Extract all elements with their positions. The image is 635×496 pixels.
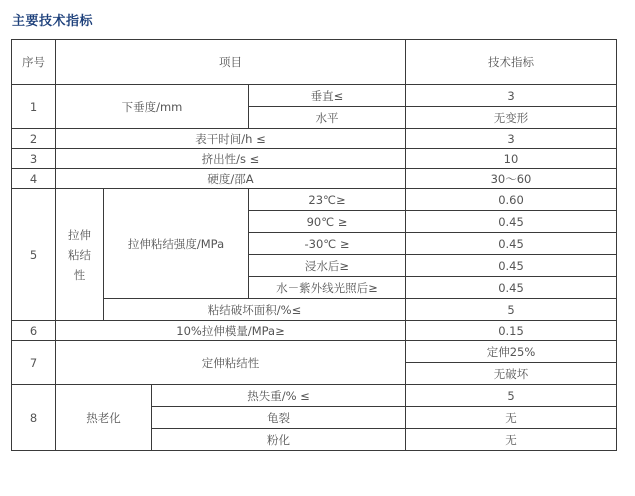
row-no: 5 bbox=[12, 189, 56, 321]
table-row bbox=[12, 321, 617, 341]
table-row bbox=[12, 189, 617, 211]
row-spec: 30～60 bbox=[406, 169, 617, 189]
row-no: 3 bbox=[12, 149, 56, 169]
row-no: 1 bbox=[12, 85, 56, 129]
row-spec: 定伸25% bbox=[406, 341, 617, 363]
row-spec: 0.15 bbox=[406, 321, 617, 341]
row-item: 拉伸粘结性 bbox=[56, 189, 104, 321]
table-row bbox=[12, 341, 617, 363]
row-spec: 5 bbox=[406, 299, 617, 321]
table-row bbox=[12, 385, 617, 407]
row-no: 7 bbox=[12, 341, 56, 385]
row-spec: 3 bbox=[406, 129, 617, 149]
row-spec: 3 bbox=[406, 85, 617, 107]
row-spec: 无 bbox=[406, 407, 617, 429]
row-item: 表干时间/h ≤ bbox=[56, 129, 406, 149]
row-subitem: 粘结破坏面积/%≤ bbox=[104, 299, 406, 321]
row-no: 6 bbox=[12, 321, 56, 341]
row-subitem: 粉化 bbox=[152, 429, 406, 451]
page-title: 主要技术指标 bbox=[12, 14, 94, 29]
row-subitem: 浸水后≥ bbox=[249, 255, 406, 277]
header-item: 项目 bbox=[56, 40, 406, 85]
row-spec: 无破坏 bbox=[406, 363, 617, 385]
row-subitem: 龟裂 bbox=[152, 407, 406, 429]
row-no: 2 bbox=[12, 129, 56, 149]
table-row bbox=[12, 149, 617, 169]
row-spec: 10 bbox=[406, 149, 617, 169]
row-item: 定伸粘结性 bbox=[56, 341, 406, 385]
row-spec: 无 bbox=[406, 429, 617, 451]
row-item: 热老化 bbox=[56, 385, 152, 451]
row-spec: 5 bbox=[406, 385, 617, 407]
header-no: 序号 bbox=[12, 40, 56, 85]
row-subitem: 90℃ ≥ bbox=[249, 211, 406, 233]
row-item: 挤出性/s ≤ bbox=[56, 149, 406, 169]
row-subitem: 23℃≥ bbox=[249, 189, 406, 211]
row-no: 8 bbox=[12, 385, 56, 451]
row-item: 硬度/邵A bbox=[56, 169, 406, 189]
row-item: 10%拉伸模量/MPa≥ bbox=[56, 321, 406, 341]
row-subitem: 水平 bbox=[249, 107, 406, 129]
row-subitem: 热失重/% ≤ bbox=[152, 385, 406, 407]
spec-table bbox=[11, 39, 617, 451]
row-subitem: 垂直≤ bbox=[249, 85, 406, 107]
row-spec: 0.45 bbox=[406, 255, 617, 277]
table-row bbox=[12, 129, 617, 149]
row-spec: 0.60 bbox=[406, 189, 617, 211]
row-item: 下垂度/mm bbox=[56, 85, 249, 129]
row-spec: 0.45 bbox=[406, 277, 617, 299]
row-group: 拉伸粘结强度/MPa bbox=[104, 189, 249, 299]
row-no: 4 bbox=[12, 169, 56, 189]
table-row bbox=[12, 85, 617, 107]
header-spec: 技术指标 bbox=[406, 40, 617, 85]
row-spec: 无变形 bbox=[406, 107, 617, 129]
row-spec: 0.45 bbox=[406, 233, 617, 255]
table-header-row bbox=[12, 40, 617, 85]
row-subitem: 水－紫外线光照后≥ bbox=[249, 277, 406, 299]
row-spec: 0.45 bbox=[406, 211, 617, 233]
row-subitem: -30℃ ≥ bbox=[249, 233, 406, 255]
table-row bbox=[12, 169, 617, 189]
